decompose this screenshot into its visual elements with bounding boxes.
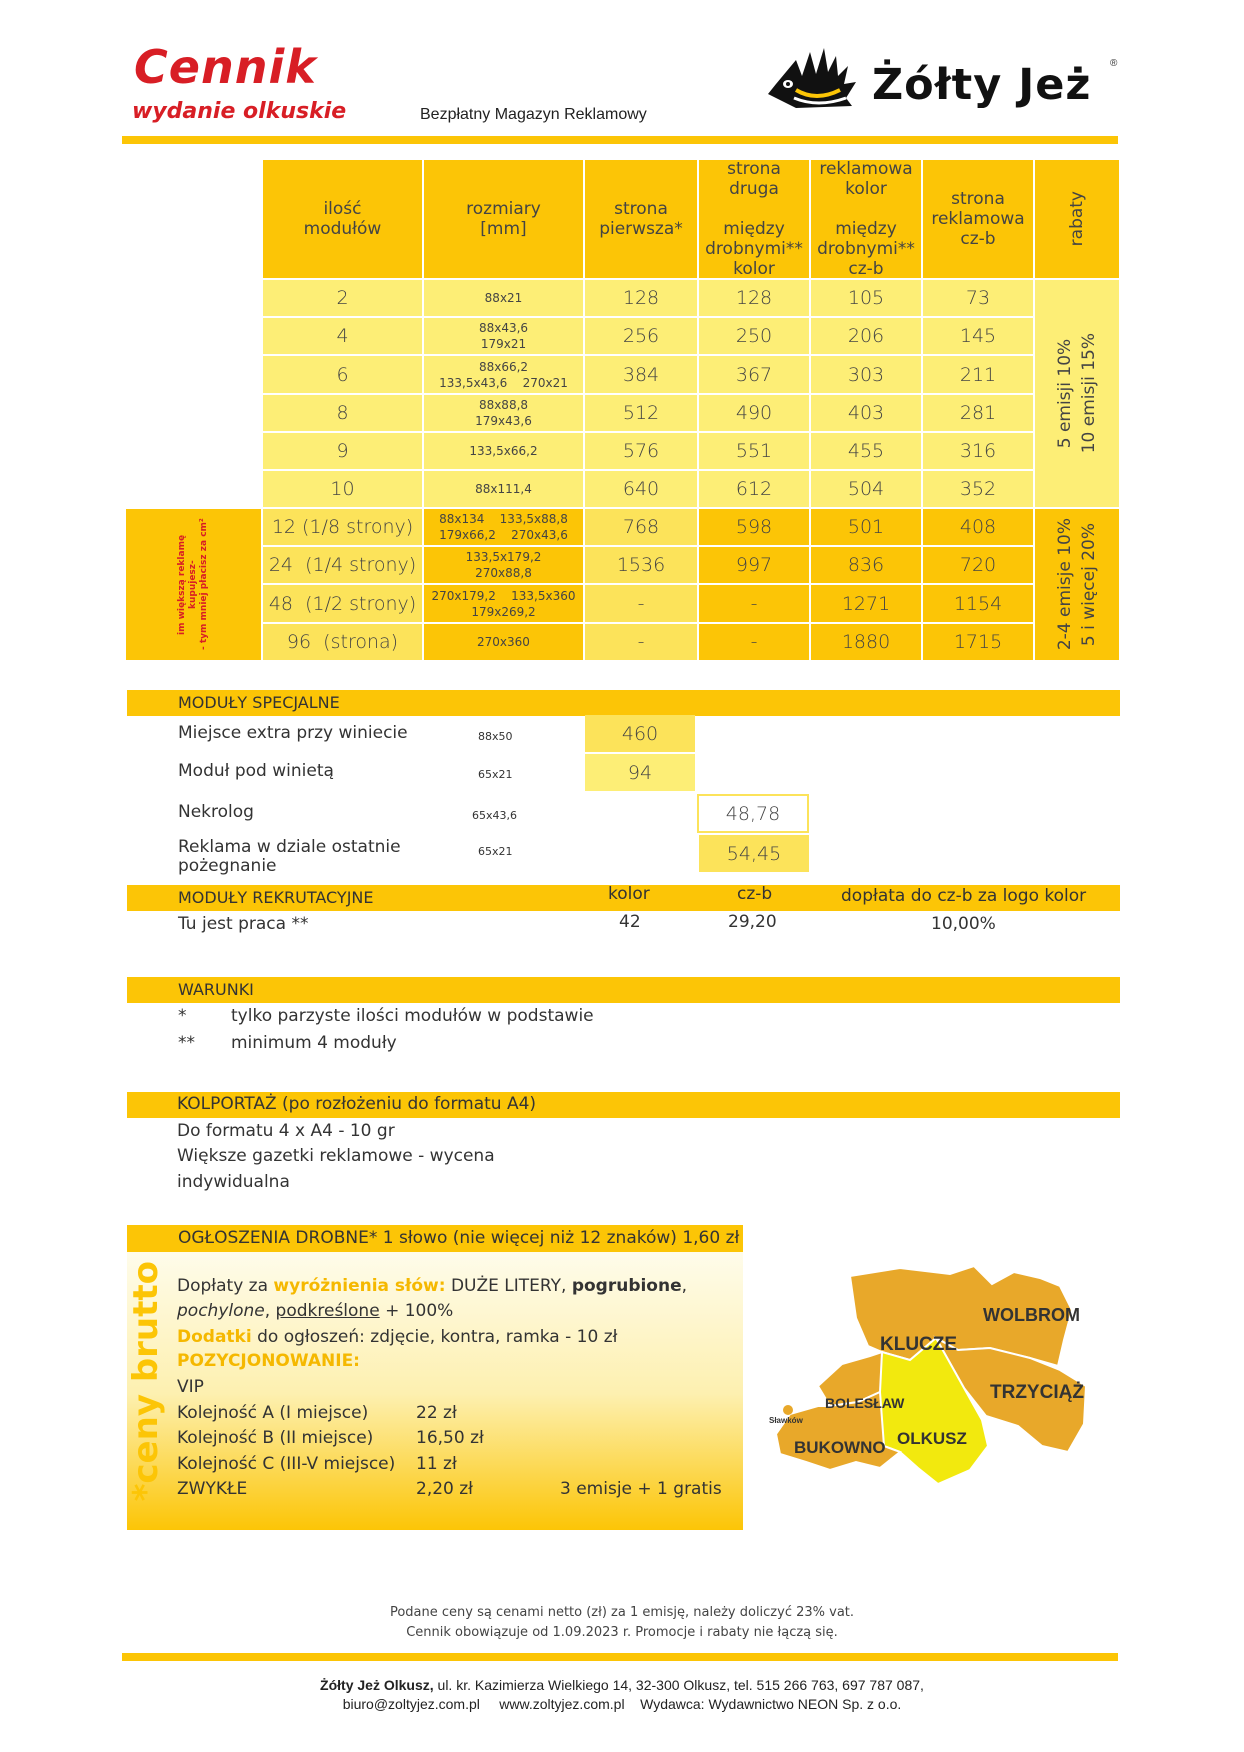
row-price-p2: 367: [699, 356, 809, 393]
map-label-trzyciaz: TRZYCIĄŻ: [990, 1382, 1084, 1403]
row-size: 88x134 133,5x88,8 179x66,2 270x43,6: [424, 509, 583, 545]
footer-note-2: Cennik obowiązuje od 1.09.2023 r. Promocje i rabaty nie łączą się.: [406, 1625, 838, 1640]
contact-name: Żółty Jeż Olkusz,: [320, 1677, 434, 1693]
row-price-p4: 281: [923, 395, 1033, 431]
row-price-p1: 1536: [585, 547, 697, 583]
small-ads-styles: pochylone, podkreślone + 100%: [177, 1301, 454, 1321]
header-ad-color: reklamowa kolor między drobnymi** cz-b: [811, 160, 921, 278]
map-label-boleslaw: BOLESŁAW: [825, 1395, 905, 1411]
row-qty: 2: [263, 280, 422, 316]
small-ads-dodatki: Dodatki do ogłoszeń: zdjęcie, kontra, ramka - 10 zł: [177, 1327, 618, 1347]
row-price-p4: 145: [923, 318, 1033, 354]
row-price-p2: 128: [699, 280, 809, 316]
special-price: 48,78: [697, 794, 809, 833]
special-price: 460: [585, 715, 695, 752]
region-map: [760, 1256, 1120, 1496]
special-size: 65x21: [478, 845, 513, 858]
map-label-klucze: KLUCZE: [880, 1334, 958, 1355]
small-ads-vip: VIP: [177, 1377, 204, 1397]
map-label-olkusz: OLKUSZ: [897, 1429, 967, 1448]
row-size: 88x66,2 133,5x43,6 270x21: [424, 356, 583, 393]
row-price-p2: 250: [699, 318, 809, 354]
special-price: 54,45: [699, 835, 809, 872]
row-price-p1: 128: [585, 280, 697, 316]
row-qty: 10: [263, 471, 422, 507]
price-table: [0, 0, 1244, 700]
row-price-p1: -: [585, 624, 697, 660]
row-qty: 24 (1/4 strony): [263, 547, 422, 583]
map-label-wolbrom: WOLBROM: [983, 1305, 1080, 1325]
row-qty: 6: [263, 356, 422, 393]
kolportaz-line: Do formatu 4 x A4 - 10 gr: [177, 1121, 395, 1141]
recruit-title: MODUŁY REKRUTACYJNE: [178, 888, 374, 907]
row-price-p1: 576: [585, 433, 697, 469]
special-label: Moduł pod winietą: [178, 761, 334, 781]
map-label-bukowno: BUKOWNO: [794, 1438, 886, 1457]
row-price-p3: 504: [811, 471, 921, 507]
special-title: MODUŁY SPECJALNE: [178, 693, 340, 712]
kolportaz-line: indywidualna: [177, 1172, 290, 1192]
row-price-p3: 836: [811, 547, 921, 583]
row-price-p4: 1154: [923, 585, 1033, 622]
row-size: 270x360: [424, 624, 583, 660]
page-title: Cennik: [134, 40, 317, 94]
recruit-row-label: Tu jest praca **: [178, 914, 309, 934]
row-price-p1: 256: [585, 318, 697, 354]
row-size: 88x88,8 179x43,6: [424, 395, 583, 431]
row-price-p1: 768: [585, 509, 697, 545]
contact-line-2: biuro@zoltyjez.com.pl www.zoltyjez.com.pl Wydawca: Wydawnictwo NEON Sp. z o.o.: [342, 1696, 902, 1712]
row-price-p4: 316: [923, 433, 1033, 469]
small-ads-positioning: POZYCJONOWANIE:: [177, 1351, 360, 1371]
row-price-p2: 490: [699, 395, 809, 431]
kolportaz-title: KOLPORTAŻ (po rozłożeniu do formatu A4): [177, 1094, 537, 1114]
row-price-p3: 1271: [811, 585, 921, 622]
recruit-col-doplata: dopłata do cz-b za logo kolor: [841, 886, 1087, 906]
row-price-p2: 551: [699, 433, 809, 469]
row-price-p2: 997: [699, 547, 809, 583]
row-price-p3: 303: [811, 356, 921, 393]
header-page1: strona pierwsza*: [585, 160, 697, 278]
row-qty: 8: [263, 395, 422, 431]
recruit-col-czb: cz-b: [737, 884, 773, 904]
small-ads-title: OGŁOSZENIA DROBNE* 1 słowo (nie więcej niż 12 znaków) 1,60 zł: [178, 1228, 740, 1248]
special-size: 65x43,6: [472, 809, 517, 822]
promo-text: 3 emisje + 1 gratis: [560, 1479, 722, 1499]
row-price-p2: 612: [699, 471, 809, 507]
special-label: Miejsce extra przy winiecie: [178, 723, 408, 743]
footer-note-1: Podane ceny są cenami netto (zł) za 1 emisję, należy doliczyć 23% vat.: [389, 1605, 855, 1620]
row-price-p3: 1880: [811, 624, 921, 660]
conditions-bar: [127, 977, 1120, 1003]
price-gross-label: *ceny brutto: [126, 1260, 166, 1502]
row-price-p2: -: [699, 585, 809, 622]
page-subtitle: wydanie olkuskie: [132, 99, 347, 124]
row-price-p1: 640: [585, 471, 697, 507]
side-note: im większą reklamę kupujesz- - tym mniej płacisz za cm²: [177, 518, 209, 651]
position-label: Kolejność C (III-V miejsce): [177, 1454, 396, 1474]
tagline: Bezpłatny Magazyn Reklamowy: [420, 106, 647, 123]
recruit-col-kolor: kolor: [608, 884, 650, 904]
brand-logo-text: Żółty Jeż: [872, 60, 1092, 110]
registered-mark: ®: [1110, 58, 1118, 69]
position-price: 11 zł: [416, 1454, 457, 1474]
row-price-p1: 384: [585, 356, 697, 393]
row-price-p3: 455: [811, 433, 921, 469]
special-size: 88x50: [478, 730, 513, 743]
position-price: 22 zł: [416, 1403, 457, 1423]
position-label: Kolejność B (II miejsce): [177, 1428, 374, 1448]
special-label: Reklama w dziale ostatnie pożegnanie: [178, 837, 401, 876]
row-price-p2: 598: [699, 509, 809, 545]
header-qty: ilość modułów: [263, 160, 422, 278]
special-label: Nekrolog: [178, 802, 254, 822]
row-size: 88x43,6 179x21: [424, 318, 583, 354]
row-qty: 4: [263, 318, 422, 354]
row-price-p4: 408: [923, 509, 1033, 545]
special-size: 65x21: [478, 768, 513, 781]
side-note-cell: [126, 509, 261, 660]
row-price-p4: 720: [923, 547, 1033, 583]
contact-line-1: [0, 1677, 1244, 1693]
position-price: 16,50 zł: [416, 1428, 484, 1448]
row-size: 88x21: [424, 280, 583, 316]
recruit-doplata: 10,00%: [931, 914, 996, 934]
row-qty: 48 (1/2 strony): [263, 585, 422, 622]
row-size: 133,5x66,2: [424, 433, 583, 469]
small-ads-doplaty: Dopłaty za wyróżnienia słów: DUŻE LITERY, pogrubione,: [177, 1276, 688, 1296]
position-label: Kolejność A (I miejsce): [177, 1403, 369, 1423]
row-price-p2: -: [699, 624, 809, 660]
condition-mark: **: [178, 1033, 195, 1053]
row-price-p4: 352: [923, 471, 1033, 507]
row-size: 133,5x179,2 270x88,8: [424, 547, 583, 583]
recruit-czb: 29,20: [728, 912, 777, 932]
row-price-p4: 73: [923, 280, 1033, 316]
conditions-title: WARUNKI: [178, 980, 254, 999]
condition-text: minimum 4 moduły: [231, 1033, 397, 1053]
row-price-p1: 512: [585, 395, 697, 431]
special-price: 94: [585, 754, 695, 791]
header-page2: strona druga między drobnymi** kolor: [699, 160, 809, 278]
row-qty: 12 (1/8 strony): [263, 509, 422, 545]
position-label: ZWYKŁE: [177, 1479, 248, 1499]
contact-address: ul. kr. Kazimierza Wielkiego 14, 32-300 Olkusz, tel. 515 266 763, 697 787 087,: [433, 1677, 924, 1693]
position-price: 2,20 zł: [416, 1479, 474, 1499]
row-price-p3: 105: [811, 280, 921, 316]
row-size: 88x111,4: [424, 471, 583, 507]
discount-cell-1: 5 emisji 10% 10 emisji 15%: [1035, 280, 1119, 507]
row-qty: 9: [263, 433, 422, 469]
condition-mark: *: [178, 1006, 187, 1026]
recruit-kolor: 42: [619, 912, 641, 932]
footer-divider: [122, 1653, 1118, 1661]
row-price-p3: 403: [811, 395, 921, 431]
row-size: 270x179,2 133,5x360 179x269,2: [424, 585, 583, 622]
row-price-p1: -: [585, 585, 697, 622]
kolportaz-line: Większe gazetki reklamowe - wycena: [177, 1146, 495, 1166]
map-label-slawkow: Sławków: [769, 1416, 803, 1425]
row-qty: 96 (strona): [263, 624, 422, 660]
row-price-p4: 1715: [923, 624, 1033, 660]
row-price-p4: 211: [923, 356, 1033, 393]
header-discount: rabaty: [1035, 160, 1119, 278]
condition-text: tylko parzyste ilości modułów w podstawie: [231, 1006, 594, 1026]
header-ad-bw: strona reklamowa cz-b: [923, 160, 1033, 278]
row-price-p3: 206: [811, 318, 921, 354]
row-price-p3: 501: [811, 509, 921, 545]
discount-cell-2: 2-4 emisje 10% 5 i więcej 20%: [1035, 509, 1119, 660]
header-size: rozmiary [mm]: [424, 160, 583, 278]
